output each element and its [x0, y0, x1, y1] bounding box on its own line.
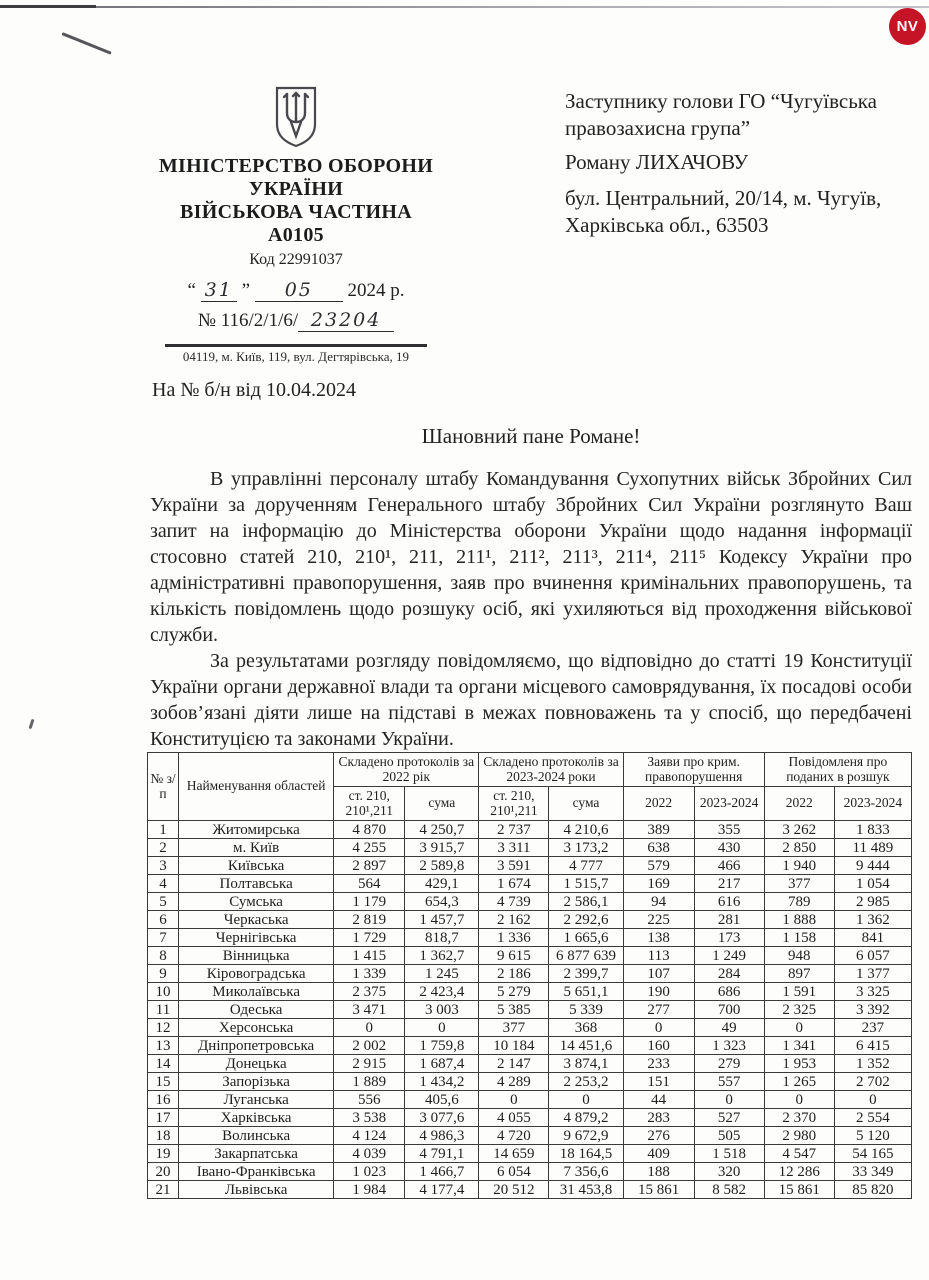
- header-group-criminal-reports: Заяви про крим. правопорушення: [623, 753, 764, 787]
- table-cell: 377: [764, 875, 834, 893]
- table-cell: 1 591: [764, 983, 834, 1001]
- table-cell: 948: [764, 947, 834, 965]
- table-cell: 85 820: [834, 1181, 911, 1199]
- table-row: [148, 1001, 912, 1019]
- table-cell: 4 547: [764, 1145, 834, 1163]
- table-cell: 1 759,8: [405, 1037, 479, 1055]
- nv-logo-label: NV: [896, 18, 919, 35]
- reference-line: На № б/н від 10.04.2024: [152, 379, 357, 401]
- sender-address: 04119, м. Київ, 119, вул. Дегтярівська, 19: [182, 349, 410, 364]
- table-cell: 1 023: [334, 1163, 405, 1181]
- table-cell: 2 985: [834, 893, 911, 911]
- table-cell: 2 423,4: [405, 983, 479, 1001]
- table-cell: 1 265: [764, 1073, 834, 1091]
- table-cell: 169: [623, 875, 694, 893]
- table-cell: 1 377: [834, 965, 911, 983]
- table-row: [148, 875, 912, 893]
- table-cell: 6 054: [479, 1163, 549, 1181]
- table-cell: 4 055: [479, 1109, 549, 1127]
- handwritten-day: 31: [201, 279, 237, 302]
- table-cell: Запорізька: [179, 1073, 334, 1091]
- table-cell: 0: [623, 1019, 694, 1037]
- table-cell: 1 339: [334, 965, 405, 983]
- edrpou-code: Код 22991037: [249, 251, 343, 268]
- table-cell: 2: [148, 839, 179, 857]
- margin-tick-artifact: [29, 719, 35, 729]
- table-cell: 1 687,4: [405, 1055, 479, 1073]
- table-cell: 4 986,3: [405, 1127, 479, 1145]
- table-cell: 4 124: [334, 1127, 405, 1145]
- table-cell: 1 940: [764, 857, 834, 875]
- subheader-articles-2023: ст. 210, 210¹,211: [479, 787, 549, 821]
- letter-body: [150, 466, 912, 752]
- table-cell: 16: [148, 1091, 179, 1109]
- table-cell: 5 651,1: [549, 983, 623, 1001]
- org-name-line2: УКРАЇНИ: [248, 178, 344, 200]
- table-cell: 368: [549, 1019, 623, 1037]
- table-cell: 284: [694, 965, 764, 983]
- quote-close: ”: [241, 280, 251, 301]
- salutation: Шановний пане Романе!: [421, 424, 641, 448]
- table-cell: 6 415: [834, 1037, 911, 1055]
- table-cell: 2 915: [334, 1055, 405, 1073]
- table-cell: 1 323: [694, 1037, 764, 1055]
- table-cell: Одеська: [179, 1001, 334, 1019]
- table-cell: Чернігівська: [179, 929, 334, 947]
- table-cell: 160: [623, 1037, 694, 1055]
- table-row: [148, 1127, 912, 1145]
- table-header: [148, 753, 912, 821]
- table-cell: 12 286: [764, 1163, 834, 1181]
- header-group-wanted-notices: Повідомленя про поданих в розшук: [764, 753, 911, 787]
- table-cell: 1 518: [694, 1145, 764, 1163]
- table-cell: 0: [549, 1091, 623, 1109]
- table-cell: 44: [623, 1091, 694, 1109]
- table-cell: 1 362: [834, 911, 911, 929]
- table-cell: 281: [694, 911, 764, 929]
- table-cell: 579: [623, 857, 694, 875]
- document-date: [148, 279, 444, 302]
- table-cell: 638: [623, 839, 694, 857]
- table-cell: 4 777: [549, 857, 623, 875]
- table-cell: 33 349: [834, 1163, 911, 1181]
- table-cell: 107: [623, 965, 694, 983]
- scan-edge-line-dark: [0, 5, 96, 8]
- table-cell: 17: [148, 1109, 179, 1127]
- table-cell: 1 179: [334, 893, 405, 911]
- table-cell: 2 186: [479, 965, 549, 983]
- table-cell: 818,7: [405, 929, 479, 947]
- table-cell: 237: [834, 1019, 911, 1037]
- table-cell: 2 253,2: [549, 1073, 623, 1091]
- table-cell: 5 339: [549, 1001, 623, 1019]
- header-row-number: № з/п: [148, 753, 179, 821]
- table-cell: 31 453,8: [549, 1181, 623, 1199]
- table-cell: Луганська: [179, 1091, 334, 1109]
- table-cell: 14 451,6: [549, 1037, 623, 1055]
- document-number-prefix: № 116/2/1/6/: [197, 310, 299, 331]
- table-cell: Вінницька: [179, 947, 334, 965]
- table-cell: 277: [623, 1001, 694, 1019]
- table-cell: 2 897: [334, 857, 405, 875]
- table-cell: 1 515,7: [549, 875, 623, 893]
- table-cell: 1 336: [479, 929, 549, 947]
- table-cell: 3 915,7: [405, 839, 479, 857]
- table-cell: Івано-Франківська: [179, 1163, 334, 1181]
- recipient-block: [565, 88, 915, 239]
- table-row: [148, 947, 912, 965]
- table-cell: 9 615: [479, 947, 549, 965]
- table-cell: 20 512: [479, 1181, 549, 1199]
- subheader-wanted-2022: 2022: [764, 787, 834, 821]
- table-cell: 2 737: [479, 821, 549, 839]
- table-cell: 1: [148, 821, 179, 839]
- table-cell: 2 399,7: [549, 965, 623, 983]
- table-cell: 1 729: [334, 929, 405, 947]
- table-body: [148, 821, 912, 1199]
- table-cell: 276: [623, 1127, 694, 1145]
- table-cell: 1 158: [764, 929, 834, 947]
- table-cell: 5 279: [479, 983, 549, 1001]
- table-cell: Сумська: [179, 893, 334, 911]
- org-unit-code: А0105: [268, 224, 324, 246]
- table-cell: 1 466,7: [405, 1163, 479, 1181]
- table-cell: 355: [694, 821, 764, 839]
- table-cell: 841: [834, 929, 911, 947]
- table-cell: Донецька: [179, 1055, 334, 1073]
- table-cell: 188: [623, 1163, 694, 1181]
- table-cell: 4 210,6: [549, 821, 623, 839]
- table-cell: 4 870: [334, 821, 405, 839]
- table-row: [148, 983, 912, 1001]
- header-group-protocols-2023-2024: Складено протоколів за 2023-2024 роки: [479, 753, 623, 787]
- table-cell: 2 292,6: [549, 911, 623, 929]
- table-cell: 9 444: [834, 857, 911, 875]
- scan-edge-line-light: [96, 6, 929, 8]
- table-cell: 409: [623, 1145, 694, 1163]
- table-cell: 1 665,6: [549, 929, 623, 947]
- document-number: [148, 309, 444, 332]
- table-cell: 15: [148, 1073, 179, 1091]
- table-cell: 4 177,4: [405, 1181, 479, 1199]
- table-cell: 700: [694, 1001, 764, 1019]
- table-cell: 1 889: [334, 1073, 405, 1091]
- letterhead-divider: [165, 344, 427, 347]
- table-cell: 429,1: [405, 875, 479, 893]
- table-cell: 5 385: [479, 1001, 549, 1019]
- table-cell: 18: [148, 1127, 179, 1145]
- table-cell: 283: [623, 1109, 694, 1127]
- table-cell: 430: [694, 839, 764, 857]
- table-cell: 389: [623, 821, 694, 839]
- table-row: [148, 1037, 912, 1055]
- table-cell: 12: [148, 1019, 179, 1037]
- header-region: Найменування областей: [179, 753, 334, 821]
- table-cell: 7 356,6: [549, 1163, 623, 1181]
- table-cell: 6 877 639: [549, 947, 623, 965]
- table-cell: 190: [623, 983, 694, 1001]
- table-row: [148, 1109, 912, 1127]
- header-group-protocols-2022: Складено протоколів за 2022 рік: [334, 753, 479, 787]
- table-cell: 8 582: [694, 1181, 764, 1199]
- table-cell: 3 262: [764, 821, 834, 839]
- table-cell: 1 415: [334, 947, 405, 965]
- table-cell: 2 325: [764, 1001, 834, 1019]
- table-cell: 1 352: [834, 1055, 911, 1073]
- table-cell: 0: [405, 1019, 479, 1037]
- table-cell: 4 255: [334, 839, 405, 857]
- table-cell: 4 720: [479, 1127, 549, 1145]
- table-cell: 18 164,5: [549, 1145, 623, 1163]
- table-cell: 7: [148, 929, 179, 947]
- table-cell: 654,3: [405, 893, 479, 911]
- table-cell: 2 980: [764, 1127, 834, 1145]
- table-cell: 1 953: [764, 1055, 834, 1073]
- table-cell: 3 003: [405, 1001, 479, 1019]
- table-cell: 4 039: [334, 1145, 405, 1163]
- table-cell: Кіровоградська: [179, 965, 334, 983]
- table-cell: 1 888: [764, 911, 834, 929]
- table-cell: 9 672,9: [549, 1127, 623, 1145]
- table-cell: 556: [334, 1091, 405, 1109]
- subheader-crim-2023-2024: 2023-2024: [694, 787, 764, 821]
- table-cell: 11 489: [834, 839, 911, 857]
- table-cell: 15 861: [764, 1181, 834, 1199]
- table-cell: Полтавська: [179, 875, 334, 893]
- table-cell: 2 819: [334, 911, 405, 929]
- table-cell: 2 375: [334, 983, 405, 1001]
- org-name-line1: МІНІСТЕРСТВО ОБОРОНИ: [158, 155, 434, 177]
- table-cell: 3 077,6: [405, 1109, 479, 1127]
- table-cell: 2 589,8: [405, 857, 479, 875]
- paragraph-1: В управлінні персоналу штабу Командування Сухопутних військ Збройних Сил України за дорученням Генерального штабу Збройних Сил України розглянуто Ваш запит на інформацію до Міністерства оборони України щодо надання інформації стосовно статей 210, 210¹, 211, 211¹, 211², 211³, 211⁴, 211⁵ Кодексу України про адміністративні правопорушення, заяв про вчинення кримінальних правопорушень, та кількість повідомлень щодо розшуку осіб, які ухиляються від проходження військової служби.: [150, 468, 912, 646]
- table-cell: 21: [148, 1181, 179, 1199]
- table-cell: 466: [694, 857, 764, 875]
- letterhead: [148, 86, 444, 365]
- table-cell: 686: [694, 983, 764, 1001]
- table-cell: 49: [694, 1019, 764, 1037]
- recipient-name: Роману ЛИХАЧОВУ: [565, 150, 749, 174]
- paragraph-2: За результатами розгляду повідомляємо, що відповідно до статті 19 Конституції України органи державної влади та органи місцевого самоврядування, їх посадові особи зобов’язані діяти лише на підставі в межах повноважень та у спосіб, що передбачені Конституцією та законами України.: [150, 650, 912, 750]
- table-row: [148, 911, 912, 929]
- table-row: [148, 1181, 912, 1199]
- table-cell: 2 162: [479, 911, 549, 929]
- table-cell: 1 434,2: [405, 1073, 479, 1091]
- table-cell: 15 861: [623, 1181, 694, 1199]
- table-row: [148, 893, 912, 911]
- recipient-title-line1: Заступнику голови ГО “Чугуївська: [565, 89, 877, 113]
- table-cell: 2 850: [764, 839, 834, 857]
- statistics-table: [147, 752, 912, 1199]
- table-row: [148, 821, 912, 839]
- table-cell: Львівська: [179, 1181, 334, 1199]
- table-cell: 8: [148, 947, 179, 965]
- table-cell: 3 874,1: [549, 1055, 623, 1073]
- table-cell: 377: [479, 1019, 549, 1037]
- table-cell: 3 538: [334, 1109, 405, 1127]
- table-cell: 279: [694, 1055, 764, 1073]
- quote-open: “: [187, 280, 196, 301]
- table-cell: 1 457,7: [405, 911, 479, 929]
- table-cell: 233: [623, 1055, 694, 1073]
- table-row: [148, 1055, 912, 1073]
- table-cell: 1 054: [834, 875, 911, 893]
- table-cell: 2 586,1: [549, 893, 623, 911]
- table-row: [148, 1163, 912, 1181]
- table-cell: 3: [148, 857, 179, 875]
- table-cell: 557: [694, 1073, 764, 1091]
- table-row: [148, 929, 912, 947]
- table-cell: 0: [479, 1091, 549, 1109]
- table-cell: Харківська: [179, 1109, 334, 1127]
- table-cell: 5 120: [834, 1127, 911, 1145]
- table-cell: 3 591: [479, 857, 549, 875]
- table-cell: 3 325: [834, 983, 911, 1001]
- table-cell: 5: [148, 893, 179, 911]
- table-cell: Миколаївська: [179, 983, 334, 1001]
- nv-logo-badge: [889, 8, 926, 45]
- table-row: [148, 965, 912, 983]
- table-cell: 4: [148, 875, 179, 893]
- table-cell: Житомирська: [179, 821, 334, 839]
- table-cell: 405,6: [405, 1091, 479, 1109]
- table-cell: 2 147: [479, 1055, 549, 1073]
- table-cell: 138: [623, 929, 694, 947]
- table-cell: 1 245: [405, 965, 479, 983]
- table-cell: 3 392: [834, 1001, 911, 1019]
- table-cell: 2 370: [764, 1109, 834, 1127]
- subheader-sum-2023: сума: [549, 787, 623, 821]
- table-cell: 3 471: [334, 1001, 405, 1019]
- table-cell: 13: [148, 1037, 179, 1055]
- table-cell: 527: [694, 1109, 764, 1127]
- table-cell: 14: [148, 1055, 179, 1073]
- table-cell: 4 289: [479, 1073, 549, 1091]
- table-row: [148, 1145, 912, 1163]
- table-cell: Дніпропетровська: [179, 1037, 334, 1055]
- table-cell: 14 659: [479, 1145, 549, 1163]
- table-row: [148, 839, 912, 857]
- table-row: [148, 857, 912, 875]
- table-cell: 173: [694, 929, 764, 947]
- table-cell: 4 250,7: [405, 821, 479, 839]
- table-cell: 11: [148, 1001, 179, 1019]
- table-cell: 20: [148, 1163, 179, 1181]
- org-name-line3: ВІЙСЬКОВА ЧАСТИНА: [180, 201, 412, 223]
- table-cell: 6: [148, 911, 179, 929]
- table-cell: 0: [694, 1091, 764, 1109]
- table-cell: 54 165: [834, 1145, 911, 1163]
- table-cell: 4 791,1: [405, 1145, 479, 1163]
- table-cell: 2 702: [834, 1073, 911, 1091]
- subheader-crim-2022: 2022: [623, 787, 694, 821]
- table-cell: 0: [764, 1091, 834, 1109]
- table-row: [148, 1091, 912, 1109]
- year-label: 2024 р.: [347, 280, 405, 301]
- table-cell: 0: [334, 1019, 405, 1037]
- table-cell: Волинська: [179, 1127, 334, 1145]
- table-cell: 10: [148, 983, 179, 1001]
- table-cell: 217: [694, 875, 764, 893]
- subheader-articles-2022: ст. 210, 210¹,211: [334, 787, 405, 821]
- table-row: [148, 1073, 912, 1091]
- table-cell: 1 249: [694, 947, 764, 965]
- recipient-title-line2: правозахисна група”: [565, 116, 751, 140]
- table-cell: 789: [764, 893, 834, 911]
- table-cell: 616: [694, 893, 764, 911]
- handwritten-number: 23204: [298, 309, 394, 332]
- table-cell: 897: [764, 965, 834, 983]
- table-cell: 4 739: [479, 893, 549, 911]
- table-cell: 151: [623, 1073, 694, 1091]
- handwritten-month: 05: [255, 279, 343, 302]
- recipient-address-line1: бул. Центральний, 20/14, м. Чугуїв,: [565, 186, 882, 210]
- table-cell: Херсонська: [179, 1019, 334, 1037]
- table-cell: 10 184: [479, 1037, 549, 1055]
- table-cell: 564: [334, 875, 405, 893]
- table-cell: 6 057: [834, 947, 911, 965]
- table-row: [148, 1019, 912, 1037]
- table-cell: 19: [148, 1145, 179, 1163]
- table-cell: 1 674: [479, 875, 549, 893]
- table-cell: Київська: [179, 857, 334, 875]
- table-cell: Черкаська: [179, 911, 334, 929]
- table-cell: 0: [764, 1019, 834, 1037]
- table-cell: 0: [834, 1091, 911, 1109]
- subheader-wanted-2023-2024: 2023-2024: [834, 787, 911, 821]
- table-cell: м. Київ: [179, 839, 334, 857]
- table-cell: 1 984: [334, 1181, 405, 1199]
- table-cell: 1 362,7: [405, 947, 479, 965]
- table-cell: 1 341: [764, 1037, 834, 1055]
- table-cell: 9: [148, 965, 179, 983]
- table-cell: 113: [623, 947, 694, 965]
- table-cell: 505: [694, 1127, 764, 1145]
- table-cell: 2 554: [834, 1109, 911, 1127]
- recipient-address-line2: Харківська обл., 63503: [565, 213, 769, 237]
- table-cell: 2 002: [334, 1037, 405, 1055]
- pen-mark-artifact: [61, 32, 111, 55]
- table-cell: 4 879,2: [549, 1109, 623, 1127]
- table-cell: 94: [623, 893, 694, 911]
- table-cell: 3 311: [479, 839, 549, 857]
- table-cell: 320: [694, 1163, 764, 1181]
- table-cell: Закарпатська: [179, 1145, 334, 1163]
- table-cell: 3 173,2: [549, 839, 623, 857]
- table-cell: 1 833: [834, 821, 911, 839]
- ukraine-trident-emblem-icon: [274, 86, 318, 153]
- subheader-sum-2022: сума: [405, 787, 479, 821]
- table-cell: 225: [623, 911, 694, 929]
